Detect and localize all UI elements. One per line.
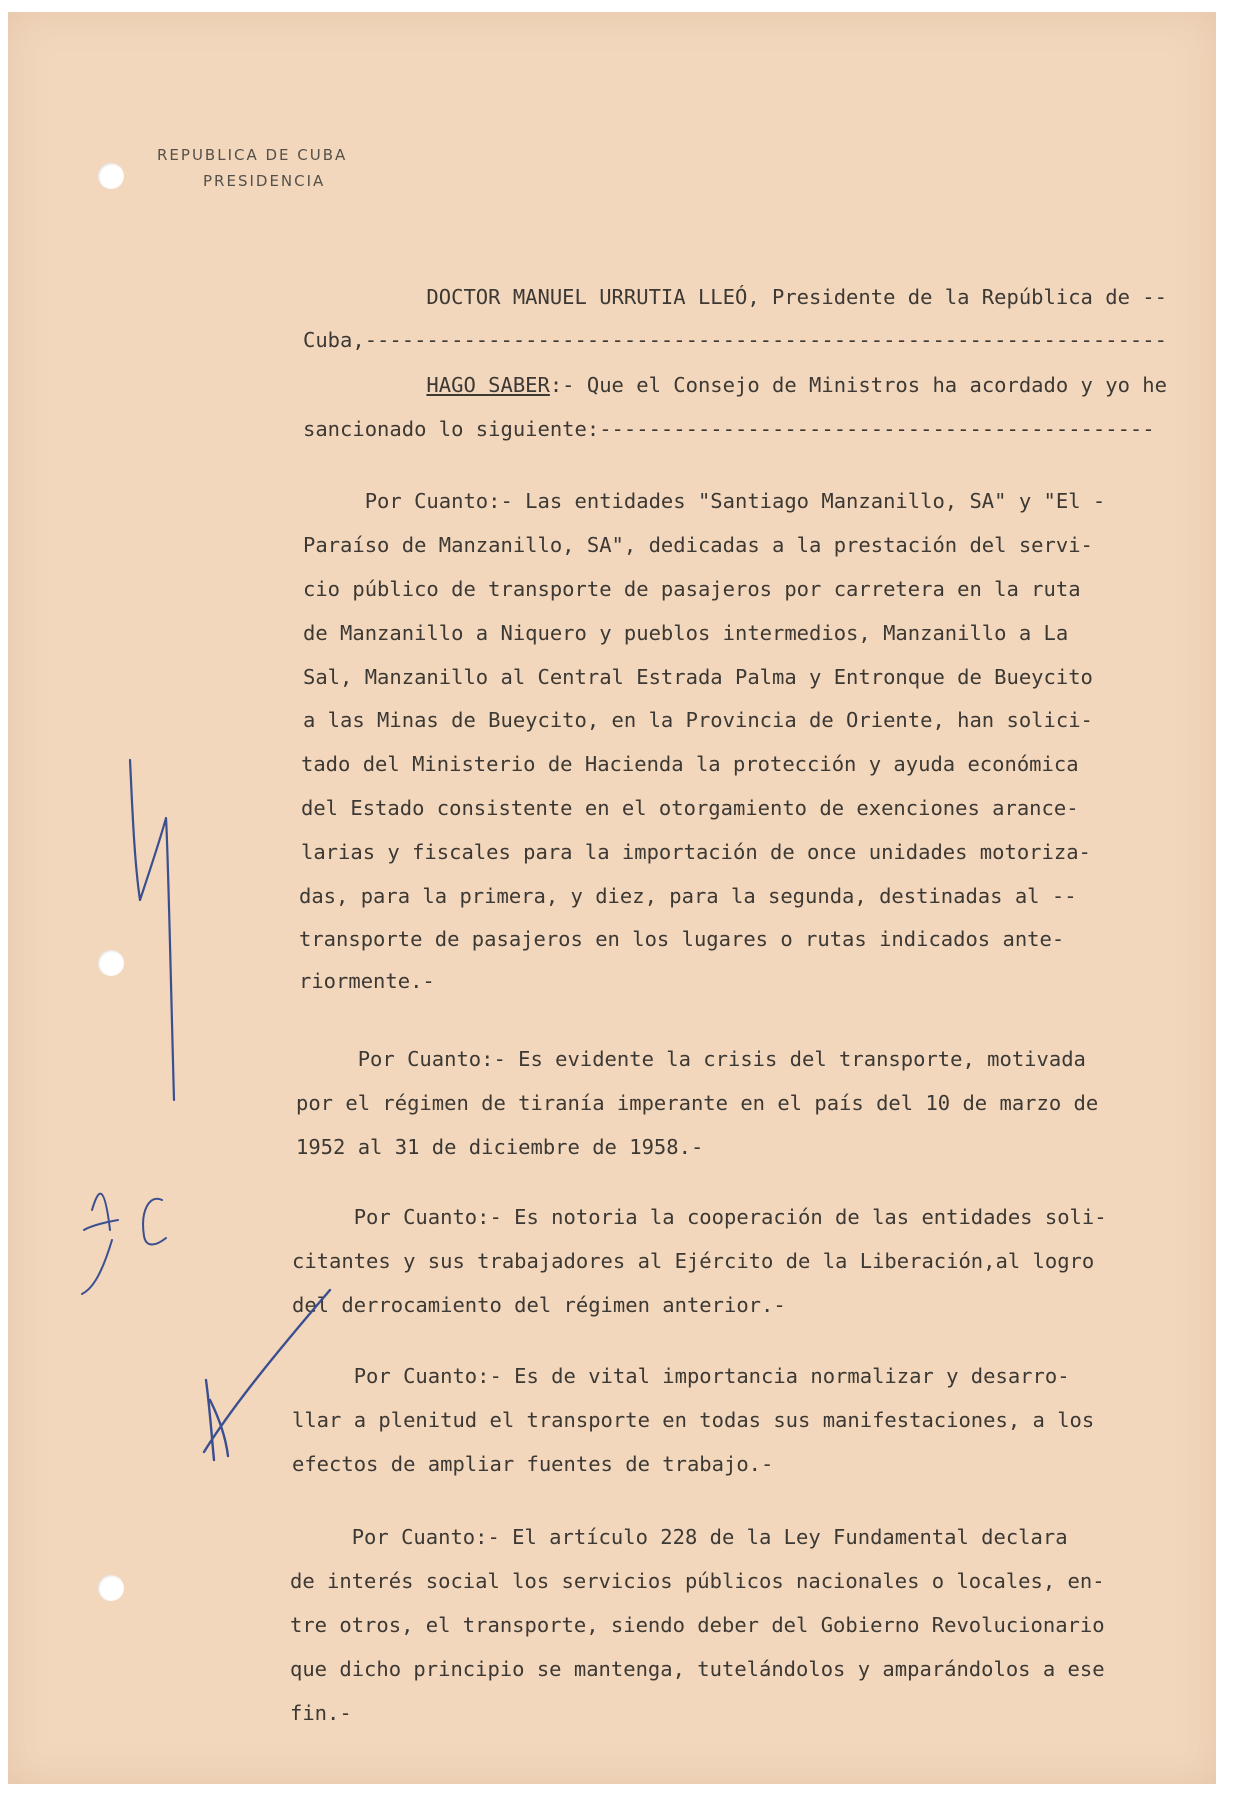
p3-line: Por Cuanto:- Es notoria la cooperación de las entidades soli- bbox=[292, 1205, 1107, 1229]
p5-line: que dicho principio se mantenga, tutelándolos y amparándolos a ese bbox=[290, 1657, 1105, 1681]
p1-line: del Estado consistente en el otorgamiento de exenciones arance- bbox=[301, 796, 1079, 820]
p1-line: Sal, Manzanillo al Central Estrada Palma y Entronque de Bueycito bbox=[303, 665, 1093, 689]
p5-line: fin.- bbox=[290, 1701, 352, 1725]
p1-line: transporte de pasajeros en los lugares o rutas indicados ante- bbox=[299, 927, 1065, 951]
header-line-2: Cuba,----------------------------------------------------------------- bbox=[303, 328, 1167, 352]
check-mark-stroke bbox=[204, 1290, 330, 1460]
p4-line: efectos de ampliar fuentes de trabajo.- bbox=[292, 1452, 774, 1476]
p2-line: Por Cuanto:- Es evidente la crisis del transporte, motivada bbox=[296, 1047, 1086, 1071]
p3-line: del derrocamiento del régimen anterior.- bbox=[292, 1293, 786, 1317]
header-line-3-rest: :- Que el Consejo de Ministros ha acordado y yo he bbox=[549, 373, 1167, 397]
margin-bracket-stroke bbox=[130, 760, 174, 1100]
p1-line: das, para la primera, y diez, para la segunda, destinadas al -- bbox=[299, 884, 1077, 908]
p1-line: a las Minas de Bueycito, en la Provincia de Oriente, han solici- bbox=[303, 708, 1093, 732]
p1-line: larias y fiscales para la importación de once unidades motoriza- bbox=[301, 840, 1091, 864]
p2-line: por el régimen de tiranía imperante en el país del 10 de marzo de bbox=[296, 1091, 1099, 1115]
p5-line: de interés social los servicios públicos nacionales o locales, en- bbox=[290, 1569, 1105, 1593]
p1-line: riormente.- bbox=[299, 969, 435, 993]
p4-line: llar a plenitud el transporte en todas sus manifestaciones, a los bbox=[292, 1408, 1095, 1432]
initials-stroke bbox=[82, 1194, 166, 1294]
letterhead-country: REPUBLICA DE CUBA bbox=[157, 146, 348, 164]
p5-line: Por Cuanto:- El artículo 228 de la Ley Fundamental declara bbox=[290, 1525, 1068, 1549]
header-line-4: sancionado lo siguiente:--------------------------------------------- bbox=[303, 417, 1155, 441]
p4-line: Por Cuanto:- Es de vital importancia normalizar y desarro- bbox=[292, 1364, 1070, 1388]
handwritten-initials: F.C bbox=[70, 1254, 74, 1256]
p1-line: tado del Ministerio de Hacienda la protección y ayuda económica bbox=[301, 752, 1079, 776]
p1-line: de Manzanillo a Niquero y pueblos intermedios, Manzanillo a La bbox=[303, 621, 1069, 645]
p2-line: 1952 al 31 de diciembre de 1958.- bbox=[296, 1135, 704, 1159]
header-line-1: DOCTOR MANUEL URRUTIA LLEÓ, Presidente de la República de -- bbox=[303, 285, 1167, 309]
p1-line: Por Cuanto:- Las entidades "Santiago Manzanillo, SA" y "El - bbox=[303, 489, 1106, 513]
hago-saber-label: HAGO SABER bbox=[426, 373, 550, 397]
p1-line: cio público de transporte de pasajeros por carretera en la ruta bbox=[303, 577, 1081, 601]
letterhead-office: PRESIDENCIA bbox=[203, 172, 326, 190]
p3-line: citantes y sus trabajadores al Ejército de la Liberación,al logro bbox=[292, 1249, 1095, 1273]
p1-line: Paraíso de Manzanillo, SA", dedicadas a la prestación del servi- bbox=[303, 533, 1093, 557]
p5-line: tre otros, el transporte, siendo deber del Gobierno Revolucionario bbox=[290, 1613, 1105, 1637]
